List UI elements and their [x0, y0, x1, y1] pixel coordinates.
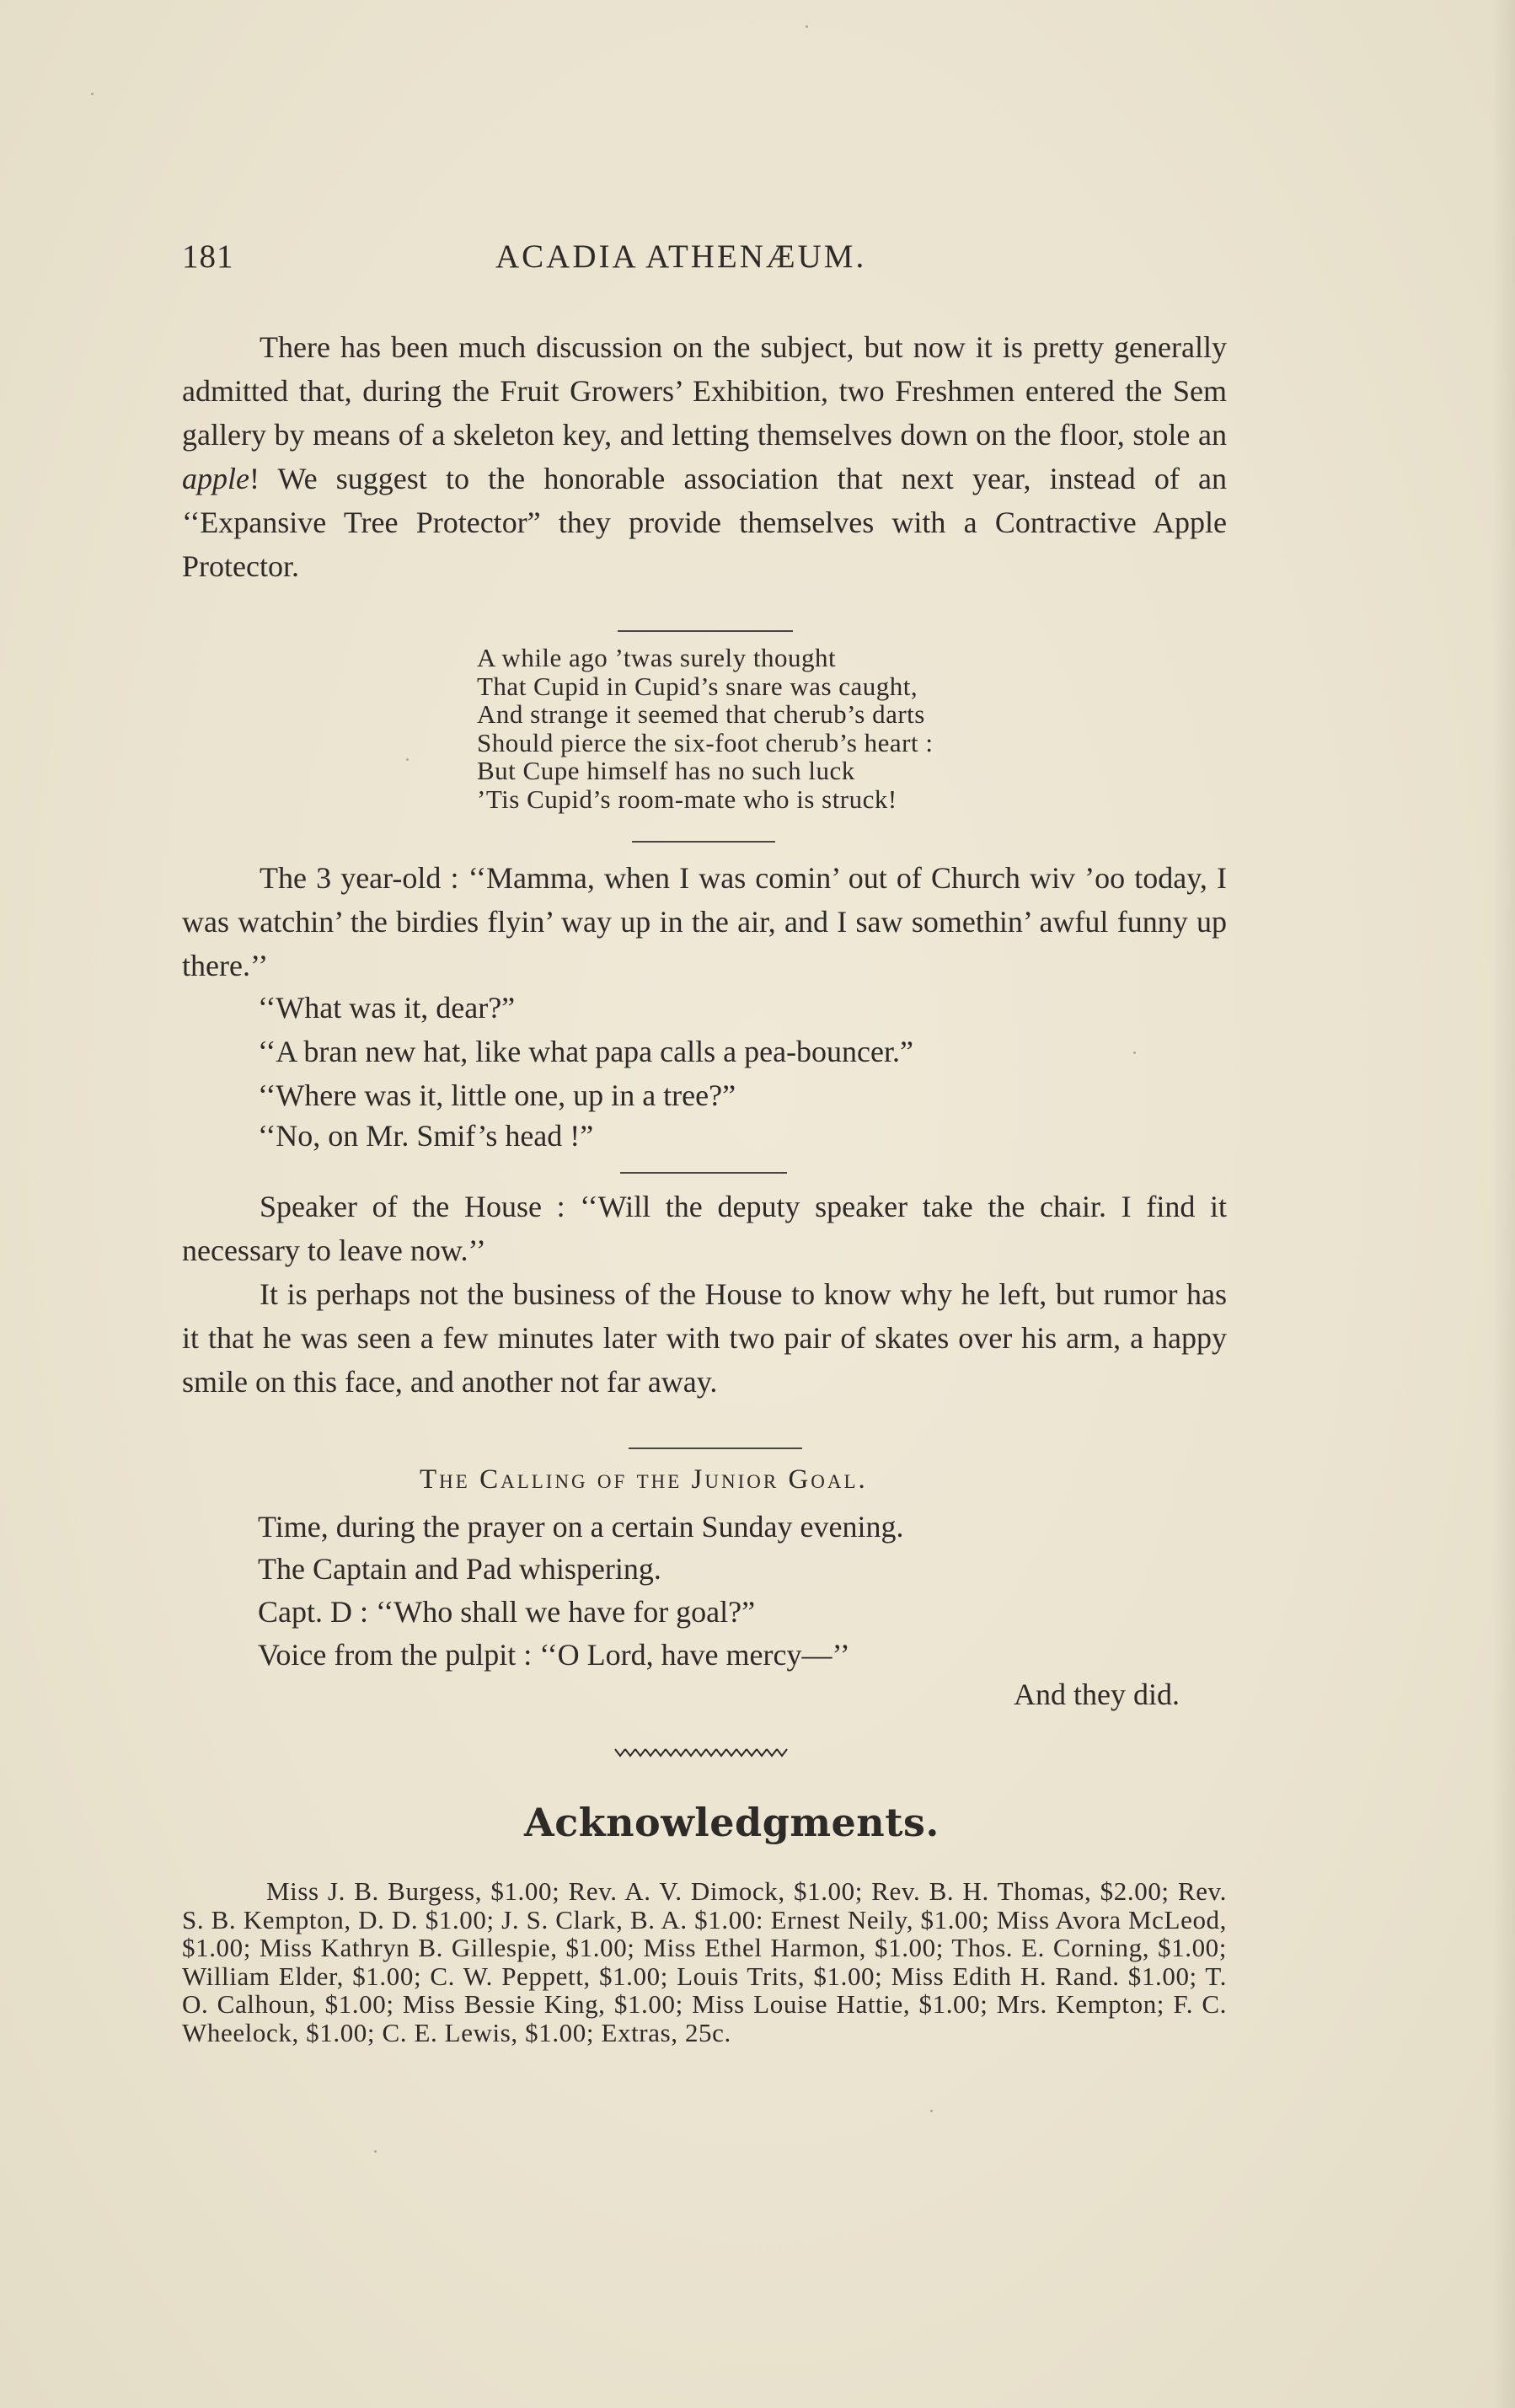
acknowledgments-heading: Acknowledgments.	[524, 1800, 940, 1845]
paper-speck	[1133, 1051, 1136, 1054]
paper-speck	[91, 93, 94, 95]
closing-line: And they did.	[1014, 1678, 1180, 1711]
paragraph-business: It is perhaps not the business of the House to know why he left, but rumor has it that he was seen a few minutes later with two pair of skates over his arm, a happy smile on this face, and another not far away.	[182, 1277, 1227, 1399]
section-line: Capt. D : ‘‘Who shall we have for goal?”	[258, 1595, 756, 1629]
page-header	[182, 238, 1227, 280]
poem-line: That Cupid in Cupid’s snare was caught,	[477, 671, 918, 701]
section-title: The Calling of the Junior Goal.	[420, 1464, 868, 1495]
section-divider-2	[632, 841, 775, 843]
ornament-divider	[613, 1746, 790, 1759]
paragraph-apple	[182, 325, 1227, 588]
paragraph-three-year-old: The 3 year-old : ‘‘Mamma, when I was comin’ out of Church wiv ’oo today, I was watchin’ the birdies flyin’ way up in the air, and I saw somethin’ awful funny up there.’’	[182, 861, 1227, 982]
section-divider-4	[629, 1447, 802, 1449]
page-edge-shadow	[1491, 0, 1515, 2408]
paper-speck	[806, 25, 808, 28]
page-number: 181	[182, 238, 234, 275]
paragraph-apple-text-after: ! We suggest to the honorable association that next year, instead of an ‘‘Expansive Tree Protector” they provide themselves with a Contractive Apple Protector.	[182, 462, 1227, 583]
dialogue-line: ‘‘A bran new hat, like what papa calls a pea-bouncer.”	[258, 1035, 913, 1068]
poem	[477, 644, 933, 813]
paragraph-apple-emphasis: apple	[182, 462, 249, 495]
poem-line: But Cupe himself has no such luck	[477, 756, 855, 785]
dialogue-line: ‘‘No, on Mr. Smif’s head !”	[258, 1119, 594, 1153]
paragraph-speaker: Speaker of the House : ‘‘Will the deputy speaker take the chair. I find it necessary to leave now.’’	[182, 1190, 1227, 1267]
paper-speck	[374, 2150, 377, 2153]
acknowledgments-list: Miss J. B. Burgess, $1.00; Rev. A. V. Dimock, $1.00; Rev. B. H. Thomas, $2.00; Rev. S. B. Kempton, D. D. $1.00; J. S. Clark, B. A. $1.00: Ernest Neily, $1.00; Miss Avora McLeod, $1.00; Miss Kathryn B. Gillespie, $1.00; Miss Ethel Harmon, $1.00; Thos. E. Corning, $1.00; William Elder, $1.00; C. W. Peppett, $1.00; Louis Trits, $1.00; Miss Edith H. Rand. $1.00; T. O. Calhoun, $1.00; Miss Bessie King, $1.00; Miss Louise Hattie, $1.00; Mrs. Kempton; F. C. Wheelock, $1.00; C. E. Lewis, $1.00; Extras, 25c.	[182, 1876, 1227, 2047]
dialogue-line: ‘‘What was it, dear?”	[258, 991, 516, 1025]
poem-line: Should pierce the six-foot cherub’s heart :	[477, 727, 934, 757]
poem-line: ’Tis Cupid’s room-mate who is struck!	[477, 784, 897, 814]
paper-speck	[930, 2110, 933, 2112]
section-divider-1	[618, 630, 793, 632]
dialogue-line: ‘‘Where was it, little one, up in a tree?”	[258, 1078, 736, 1112]
paper-speck	[406, 758, 409, 761]
poem-line: A while ago ’twas surely thought	[477, 643, 837, 672]
poem-line: And strange it seemed that cherub’s darts	[477, 699, 925, 729]
running-title: ACADIA ATHENÆUM.	[495, 238, 867, 275]
section-line: The Captain and Pad whispering.	[258, 1552, 661, 1586]
paragraph-apple-text-before: There has been much discussion on the subject, but now it is pretty generally admitted that, during the Fruit Growers’ Exhibition, two Freshmen entered the Sem gallery by means of a skeleton key, and letting themselves down on the floor, stole an	[182, 330, 1227, 452]
section-line: Time, during the prayer on a certain Sunday evening.	[258, 1510, 904, 1544]
section-line: Voice from the pulpit : ‘‘O Lord, have mercy—’’	[258, 1638, 850, 1672]
section-divider-3	[620, 1172, 787, 1174]
